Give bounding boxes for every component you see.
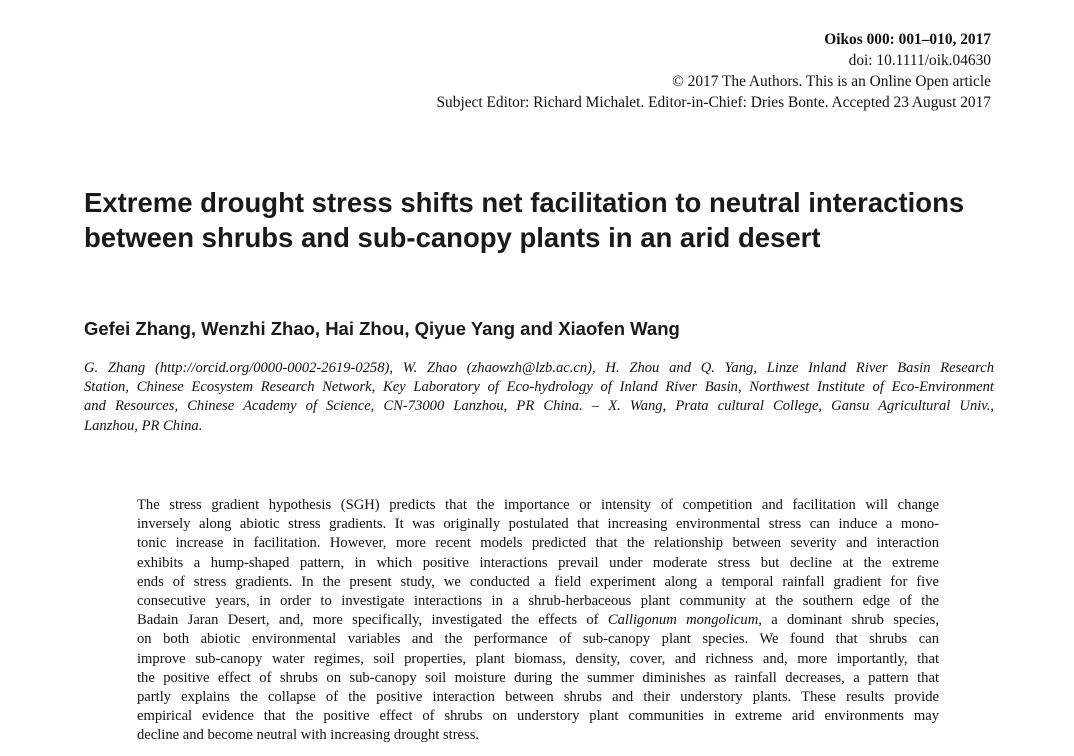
- title-line: Extreme drought stress shifts net facilitation to neutral interactions: [84, 187, 965, 218]
- abstract-line: exhibits a hump-shaped pattern, in which positive interactions prevail under moderate stress but decline at the extreme: [137, 554, 939, 571]
- abstract-line: on both abiotic environmental variables and the performance of sub-canopy plant species. We found that shrubs can: [137, 631, 939, 648]
- editor-info: Subject Editor: Richard Michalet. Editor-in-Chief: Dries Bonte. Accepted 23 August 2017: [436, 94, 991, 111]
- author-list: Gefei Zhang, Wenzhi Zhao, Hai Zhou, Qiyue Yang and Xiaofen Wang: [84, 318, 680, 339]
- copyright-notice: © 2017 The Authors. This is an Online Open article: [672, 73, 991, 90]
- doi[interactable]: doi: 10.1111/oik.04630: [848, 52, 991, 69]
- affiliation-line: Lanzhou, PR China.: [84, 417, 203, 434]
- affiliations: [84, 359, 994, 436]
- abstract-line: improve sub-canopy water regimes, soil properties, plant biomass, density, cover, and richness and, more importantly, that: [137, 650, 939, 667]
- affiliation-line: and Resources, Chinese Academy of Science, CN-73000 Lanzhou, PR China. – X. Wang, Prata cultural College, Gansu Agricultural Univ.,: [84, 398, 994, 415]
- species-name: Calligonum mongolicum: [607, 612, 759, 629]
- journal-citation: Oikos 000: 001–010, 2017: [824, 31, 991, 48]
- abstract-line: tonic increase in facilitation. However, more recent models predicted that the relationship between severity and interaction: [137, 535, 939, 552]
- abstract-line: decline and become neutral with increasing drought stress.: [137, 727, 480, 744]
- affiliation-line: Station, Chinese Ecosystem Research Network, Key Laboratory of Eco-hydrology of Inland River Basin, Northwest Institute of Eco-Environment: [84, 379, 994, 396]
- abstract-text: Badain Jaran Desert, and, more specifically, investigated the effects of: [137, 612, 608, 629]
- abstract: [137, 496, 939, 746]
- abstract-line: the positive effect of shrubs on sub-canopy soil moisture during the summer diminishes as rainfall decreases, a pattern that: [137, 669, 939, 686]
- affiliation-line: G. Zhang (http://orcid.org/0000-0002-2619-0258), W. Zhao (zhaowzh@lzb.ac.cn), H. Zhou and Q. Yang, Linze Inland River Basin Research: [84, 360, 994, 376]
- article-title: [84, 185, 1004, 255]
- abstract-line: consecutive years, in order to investigate interactions in a shrub-herbaceous plant community at the southern edge of the: [137, 593, 939, 610]
- abstract-line: partly explains the collapse of the positive interaction between shrubs and their understory plants. These results provide: [137, 689, 939, 706]
- abstract-text: , a dominant shrub species,: [758, 612, 939, 629]
- abstract-line: [137, 611, 939, 630]
- title-line: between shrubs and sub-canopy plants in an arid desert: [84, 222, 821, 253]
- abstract-line: inversely along abiotic stress gradients. It was originally postulated that increasing environmental stress can induce a mono-: [137, 516, 939, 533]
- abstract-line: empirical evidence that the positive effect of shrubs on understory plant communities in extreme arid environments may: [137, 708, 939, 725]
- abstract-line: The stress gradient hypothesis (SGH) predicts that the importance or intensity of competition and facilitation will change: [137, 497, 939, 513]
- article-header: [437, 29, 992, 113]
- abstract-line: ends of stress gradients. In the present study, we conducted a field experiment along a temporal rainfall gradient for five: [137, 573, 939, 590]
